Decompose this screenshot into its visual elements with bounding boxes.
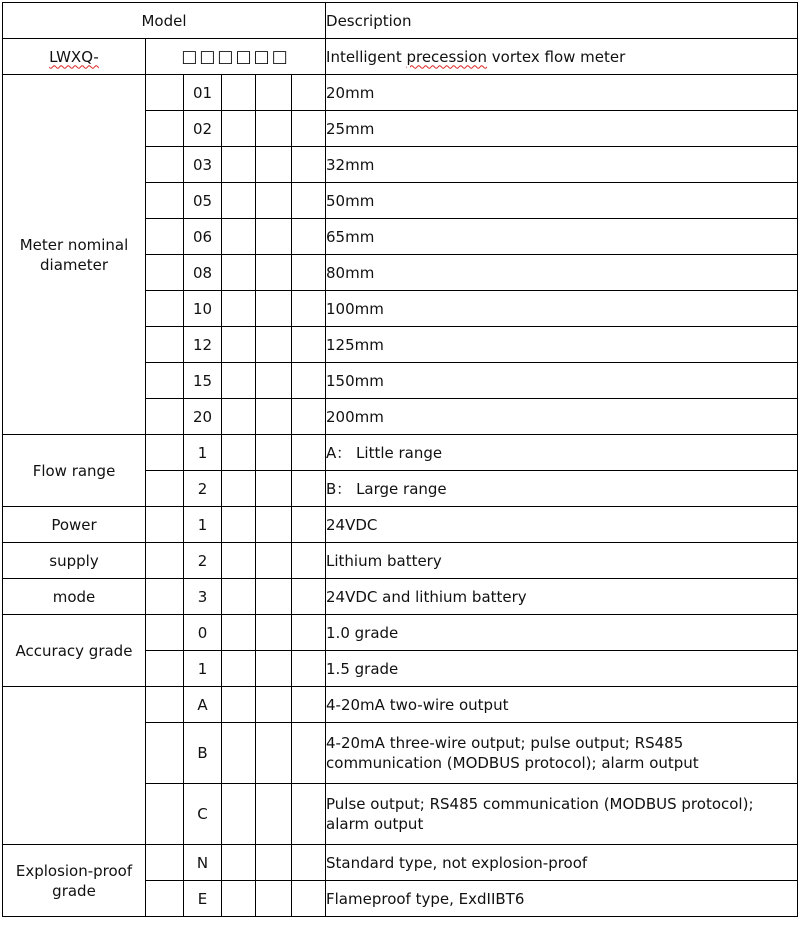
blank-cell <box>292 543 326 579</box>
blank-cell <box>146 363 184 399</box>
option-description: 125mm <box>326 327 798 363</box>
option-code: 12 <box>184 327 222 363</box>
option-code: C <box>184 784 222 845</box>
table-row <box>3 75 798 111</box>
blank-cell <box>292 471 326 507</box>
model-prefix-cell <box>3 39 146 75</box>
option-description: 1.0 grade <box>326 615 798 651</box>
table-row <box>3 543 798 579</box>
blank-cell <box>222 471 256 507</box>
blank-cell <box>146 651 184 687</box>
option-description: 100mm <box>326 291 798 327</box>
table-row <box>3 435 798 471</box>
group-label-diameter: Meter nominal diameter <box>3 75 146 435</box>
option-description: 80mm <box>326 255 798 291</box>
model-code-boxes: □□□□□□ <box>146 39 326 75</box>
blank-cell <box>256 507 292 543</box>
blank-cell <box>146 543 184 579</box>
blank-cell <box>222 255 256 291</box>
blank-cell <box>222 399 256 435</box>
option-description: 32mm <box>326 147 798 183</box>
blank-cell <box>146 507 184 543</box>
blank-cell <box>256 255 292 291</box>
option-description: A： Little range <box>326 435 798 471</box>
blank-cell <box>222 435 256 471</box>
option-code: 02 <box>184 111 222 147</box>
blank-cell <box>292 723 326 784</box>
blank-cell <box>222 651 256 687</box>
blank-cell <box>292 845 326 881</box>
blank-cell <box>292 291 326 327</box>
option-description: 25mm <box>326 111 798 147</box>
blank-cell <box>222 881 256 917</box>
blank-cell <box>222 147 256 183</box>
blank-cell <box>146 881 184 917</box>
model-header: Model <box>3 3 326 39</box>
option-code: 05 <box>184 183 222 219</box>
group-label-power-line3: mode <box>3 579 146 615</box>
blank-cell <box>292 579 326 615</box>
blank-cell <box>292 219 326 255</box>
blank-cell <box>146 579 184 615</box>
blank-cell <box>292 651 326 687</box>
blank-cell <box>256 291 292 327</box>
table-row <box>3 845 798 881</box>
blank-cell <box>292 183 326 219</box>
blank-cell <box>146 183 184 219</box>
option-description: Standard type, not explosion-proof <box>326 845 798 881</box>
option-code: A <box>184 687 222 723</box>
blank-cell <box>146 687 184 723</box>
option-code: E <box>184 881 222 917</box>
blank-cell <box>256 435 292 471</box>
description-header: Description <box>326 3 798 39</box>
blank-cell <box>256 147 292 183</box>
blank-cell <box>146 75 184 111</box>
blank-cell <box>292 507 326 543</box>
blank-cell <box>222 579 256 615</box>
blank-cell <box>222 363 256 399</box>
option-description: 150mm <box>326 363 798 399</box>
blank-cell <box>222 543 256 579</box>
blank-cell <box>292 147 326 183</box>
blank-cell <box>222 183 256 219</box>
blank-cell <box>292 784 326 845</box>
blank-cell <box>292 881 326 917</box>
blank-cell <box>292 75 326 111</box>
blank-cell <box>292 327 326 363</box>
blank-cell <box>256 845 292 881</box>
blank-cell <box>222 111 256 147</box>
blank-cell <box>222 784 256 845</box>
option-description: B： Large range <box>326 471 798 507</box>
blank-cell <box>292 435 326 471</box>
blank-cell <box>146 111 184 147</box>
blank-cell <box>222 327 256 363</box>
option-code: 03 <box>184 147 222 183</box>
option-description: 24VDC <box>326 507 798 543</box>
option-description: 4-20mA three-wire output; pulse output; RS485 communication (MODBUS protocol); alarm output <box>326 723 798 784</box>
option-code: B <box>184 723 222 784</box>
blank-cell <box>222 291 256 327</box>
blank-cell <box>222 615 256 651</box>
blank-cell <box>256 471 292 507</box>
group-label-flow-range: Flow range <box>3 435 146 507</box>
blank-cell <box>292 399 326 435</box>
group-label-power-line2: supply <box>3 543 146 579</box>
option-description: 200mm <box>326 399 798 435</box>
blank-cell <box>256 363 292 399</box>
blank-cell <box>256 183 292 219</box>
blank-cell <box>146 471 184 507</box>
blank-cell <box>256 651 292 687</box>
blank-cell <box>256 543 292 579</box>
option-code: 1 <box>184 435 222 471</box>
option-code: 01 <box>184 75 222 111</box>
blank-cell <box>256 615 292 651</box>
blank-cell <box>146 435 184 471</box>
option-code: 06 <box>184 219 222 255</box>
blank-cell <box>292 363 326 399</box>
option-description: 4-20mA two-wire output <box>326 687 798 723</box>
option-code: 08 <box>184 255 222 291</box>
blank-cell <box>256 75 292 111</box>
group-label-power-line1: Power <box>3 507 146 543</box>
group-label-output <box>3 687 146 845</box>
model-description: Intelligent precession vortex flow meter <box>326 39 798 75</box>
blank-cell <box>146 147 184 183</box>
table-row <box>3 579 798 615</box>
blank-cell <box>146 219 184 255</box>
option-description: Flameproof type, ExdIIBT6 <box>326 881 798 917</box>
option-description: 20mm <box>326 75 798 111</box>
blank-cell <box>292 111 326 147</box>
blank-cell <box>222 723 256 784</box>
blank-cell <box>292 615 326 651</box>
blank-cell <box>256 723 292 784</box>
blank-cell <box>256 784 292 845</box>
blank-cell <box>256 881 292 917</box>
blank-cell <box>222 687 256 723</box>
model-prefix: LWXQ- <box>49 47 99 66</box>
option-code: 0 <box>184 615 222 651</box>
table-row <box>3 687 798 723</box>
option-code: 20 <box>184 399 222 435</box>
model-selection-table <box>2 2 798 917</box>
blank-cell <box>256 579 292 615</box>
blank-cell <box>146 399 184 435</box>
blank-cell <box>146 615 184 651</box>
blank-cell <box>256 111 292 147</box>
blank-cell <box>222 219 256 255</box>
blank-cell <box>146 291 184 327</box>
blank-cell <box>146 784 184 845</box>
option-code: 3 <box>184 579 222 615</box>
option-code: 10 <box>184 291 222 327</box>
table-row <box>3 507 798 543</box>
table-row <box>3 615 798 651</box>
blank-cell <box>146 255 184 291</box>
option-description: Pulse output; RS485 communication (MODBUS protocol); alarm output <box>326 784 798 845</box>
blank-cell <box>256 687 292 723</box>
blank-cell <box>292 255 326 291</box>
blank-cell <box>222 507 256 543</box>
blank-cell <box>222 845 256 881</box>
option-description: 24VDC and lithium battery <box>326 579 798 615</box>
blank-cell <box>146 723 184 784</box>
header-row <box>3 3 798 39</box>
option-code: 1 <box>184 507 222 543</box>
blank-cell <box>292 687 326 723</box>
option-code: 15 <box>184 363 222 399</box>
blank-cell <box>222 75 256 111</box>
group-label-explosion-proof: Explosion-proof grade <box>3 845 146 917</box>
option-code: 2 <box>184 471 222 507</box>
blank-cell <box>146 845 184 881</box>
option-description: 65mm <box>326 219 798 255</box>
option-code: N <box>184 845 222 881</box>
blank-cell <box>256 327 292 363</box>
group-label-accuracy: Accuracy grade <box>3 615 146 687</box>
option-description: 50mm <box>326 183 798 219</box>
blank-cell <box>256 399 292 435</box>
prefix-row <box>3 39 798 75</box>
blank-cell <box>256 219 292 255</box>
blank-cell <box>146 327 184 363</box>
option-description: 1.5 grade <box>326 651 798 687</box>
option-description: Lithium battery <box>326 543 798 579</box>
option-code: 1 <box>184 651 222 687</box>
option-code: 2 <box>184 543 222 579</box>
